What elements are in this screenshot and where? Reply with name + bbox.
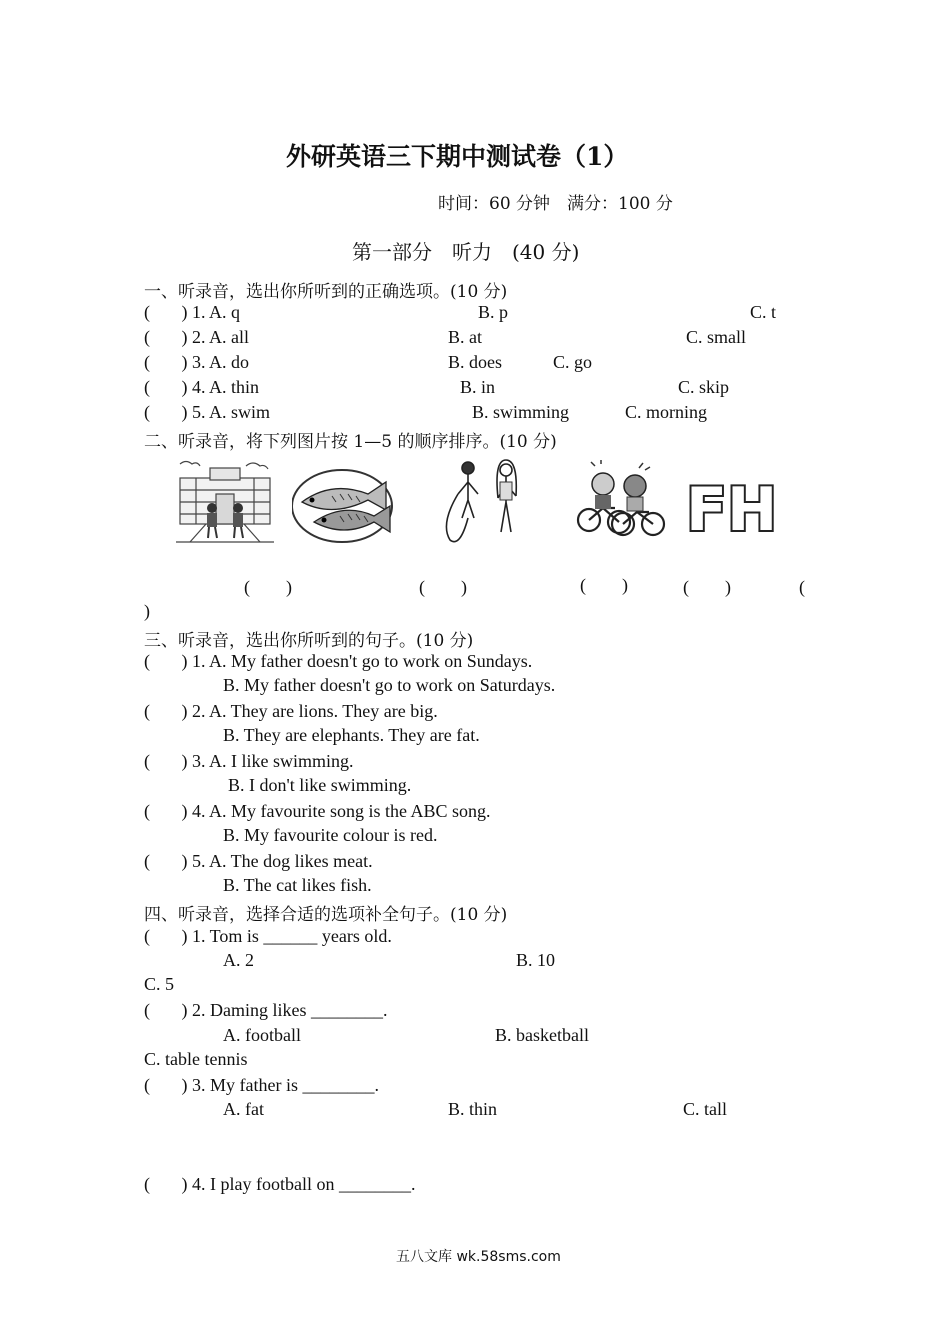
s3-q4-a: ( ) 4. A. My favourite song is the ABC song. — [144, 801, 491, 821]
fish-picture — [292, 466, 400, 546]
s4-q3-a: A. fat — [223, 1099, 264, 1119]
s1-q2-b: B. at — [448, 327, 482, 347]
s1-q2-c: C. small — [686, 327, 747, 347]
letters-fh-picture — [684, 476, 788, 542]
section-2-heading: 二、听录音，将下列图片按 1—5 的顺序排序。(10 分) — [144, 432, 557, 452]
school-children-picture — [176, 456, 274, 544]
s3-q5-a: ( ) 5. A. The dog likes meat. — [144, 851, 373, 871]
s4-q1-a: A. 2 — [223, 950, 254, 970]
s1-q3-b: B. does — [448, 352, 502, 372]
s4-q2-c: C. table tennis — [144, 1049, 248, 1069]
s1-q1-c: C. t — [750, 302, 777, 322]
s3-q4-b: B. My favourite colour is red. — [223, 825, 438, 845]
s1-q3: ( ) 3. A. do — [144, 352, 249, 372]
s1-q5: ( ) 5. A. swim — [144, 402, 270, 422]
s3-q1-a: ( ) 1. A. My father doesn't go to work on Sundays. — [144, 651, 533, 671]
s4-q3-b: B. thin — [448, 1099, 498, 1119]
footer-watermark: 五八文库 wk.58sms.com — [396, 1249, 561, 1265]
picture-2-answer-blank[interactable]: ( ) — [419, 577, 467, 597]
s4-q2-b: B. basketball — [495, 1025, 589, 1045]
s4-q3-c: C. tall — [683, 1099, 727, 1119]
s4-q4: ( ) 4. I play football on ________. — [144, 1174, 416, 1194]
s1-q5-c: C. morning — [625, 402, 708, 422]
s1-q4-c: C. skip — [678, 377, 730, 397]
picture-4-answer-blank[interactable]: ( ) — [683, 577, 731, 597]
exam-time-score: 时间：60 分钟 满分：100 分 — [438, 194, 673, 214]
part-one-heading: 第一部分 听力 (40 分) — [352, 240, 580, 264]
picture-5-answer-blank[interactable]: ( — [799, 577, 805, 597]
s1-q1: ( ) 1. A. q — [144, 302, 240, 322]
s3-q3-a: ( ) 3. A. I like swimming. — [144, 751, 354, 771]
bicycles-picture — [575, 460, 667, 542]
section-3-heading: 三、听录音，选出你所听到的句子。(10 分) — [144, 631, 474, 651]
skipping-rope-picture — [440, 456, 532, 546]
s4-q1-b: B. 10 — [516, 950, 556, 970]
s1-q4-b: B. in — [460, 377, 496, 397]
fh-letters-text: FH — [686, 476, 778, 542]
s4-q2-a: A. football — [223, 1025, 301, 1045]
s4-q1: ( ) 1. Tom is ______ years old. — [144, 926, 392, 946]
picture-3-answer-blank[interactable]: ( ) — [580, 575, 628, 595]
s3-q2-b: B. They are elephants. They are fat. — [223, 725, 480, 745]
s3-q5-b: B. The cat likes fish. — [223, 875, 372, 895]
s1-q5-b: B. swimming — [472, 402, 570, 422]
s3-q2-a: ( ) 2. A. They are lions. They are big. — [144, 701, 438, 721]
s1-q3-c: C. go — [553, 352, 593, 372]
s4-q2: ( ) 2. Daming likes ________. — [144, 1000, 388, 1020]
s3-q1-b: B. My father doesn't go to work on Saturdays. — [223, 675, 556, 695]
s1-q1-b: B. p — [478, 302, 509, 322]
page-title: 外研英语三下期中测试卷（1） — [286, 142, 629, 171]
picture-5-blank-close: ) — [144, 601, 150, 621]
s4-q1-c: C. 5 — [144, 974, 175, 994]
picture-1-answer-blank[interactable]: ( ) — [244, 577, 292, 597]
s4-q3: ( ) 3. My father is ________. — [144, 1075, 379, 1095]
s1-q2: ( ) 2. A. all — [144, 327, 249, 347]
section-4-heading: 四、听录音，选择合适的选项补全句子。(10 分) — [144, 905, 508, 925]
section-1-heading: 一、听录音，选出你所听到的正确选项。(10 分) — [144, 282, 508, 302]
s1-q4: ( ) 4. A. thin — [144, 377, 259, 397]
s3-q3-b: B. I don't like swimming. — [228, 775, 412, 795]
